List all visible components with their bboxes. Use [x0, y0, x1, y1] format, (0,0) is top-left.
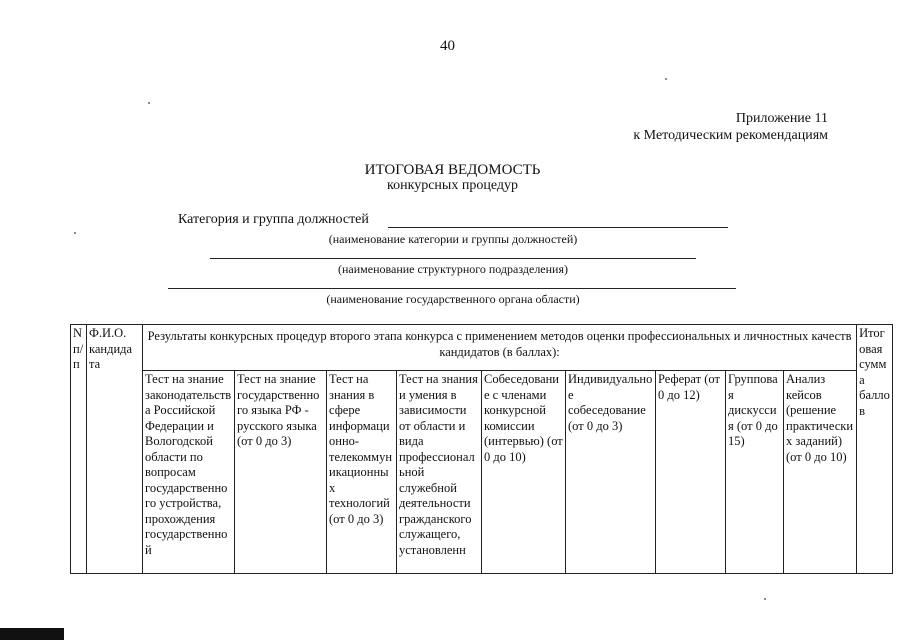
method-it-test: Тест на знания в сфере информационно-телекоммуникационных технологий (от 0 до 3)	[327, 371, 397, 574]
header-total: Итоговая сумма баллов	[857, 325, 893, 574]
scan-speck	[74, 232, 76, 234]
header-results: Результаты конкурсных процедур второго этапа конкурса с применением методов оценки профессиональных и личностных качеств кандидатов (в баллах):	[143, 325, 857, 371]
results-table	[70, 324, 893, 574]
scan-edge-mark	[0, 628, 64, 640]
scan-speck	[148, 102, 150, 104]
header-number: N п/п	[71, 325, 87, 574]
document-title: ИТОГОВАЯ ВЕДОМОСТЬ	[364, 162, 541, 178]
hint-organ: (наименование государственного органа области)	[326, 292, 580, 306]
appendix-line-2: к Методическим рекомендациям	[633, 128, 828, 143]
category-label: Категория и группа должностей	[178, 212, 369, 227]
organ-fill-line	[168, 288, 736, 289]
hint-category: (наименование категории и группы должностей)	[328, 232, 578, 246]
method-legislation-test: Тест на знание законодательства Российской Федерации и Вологодской области по вопросам государственного устройства, прохождения государственной	[143, 371, 235, 574]
header-full-name: Ф.И.О. кандида та	[87, 325, 143, 574]
method-case-analysis: Анализ кейсов (решение практических заданий) (от 0 до 10)	[784, 371, 857, 574]
method-language-test: Тест на знание государственного языка РФ - русского языка (от 0 до 3)	[235, 371, 327, 574]
category-fill-line	[388, 227, 728, 228]
appendix-reference	[633, 110, 828, 144]
department-fill-line	[210, 258, 696, 259]
method-individual-interview: Индивидуальное собеседование (от 0 до 3)	[566, 371, 656, 574]
page-number: 40	[440, 38, 455, 54]
method-professional-test: Тест на знания и умения в зависимости от области и вида профессиональной служебной деятельности гражданского служащего, установленн	[397, 371, 482, 574]
hint-department: (наименование структурного подразделения)	[337, 262, 568, 276]
method-commission-interview: Собеседование с членами конкурсной комиссии (интервью) (от 0 до 10)	[482, 371, 566, 574]
scan-speck	[764, 598, 766, 600]
method-essay: Реферат (от 0 до 12)	[656, 371, 726, 574]
document-subtitle: конкурсных процедур	[387, 178, 518, 193]
method-group-discussion: Групповая дискуссия (от 0 до 15)	[726, 371, 784, 574]
scan-speck	[665, 78, 667, 80]
appendix-line-1: Приложение 11	[735, 111, 828, 126]
